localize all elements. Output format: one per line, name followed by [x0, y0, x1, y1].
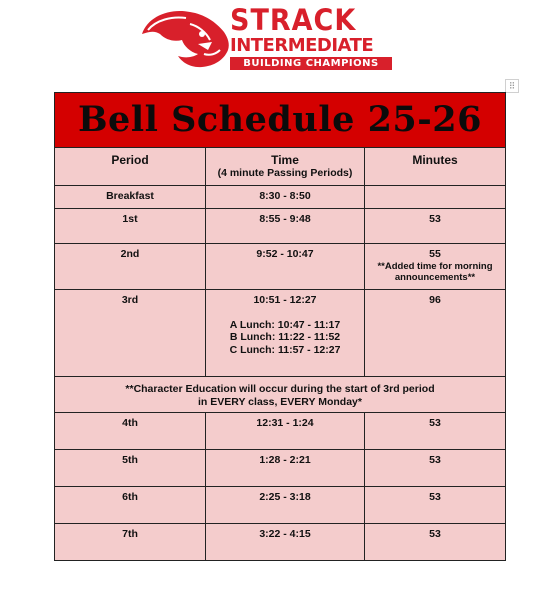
logo-school-name: STRACK	[230, 3, 357, 38]
time-cell: 9:52 - 10:47	[206, 244, 365, 290]
minutes-cell: 96	[365, 290, 506, 377]
period-cell: 1st	[55, 209, 206, 244]
character-education-note	[55, 377, 506, 413]
time-header-label: Time	[271, 153, 299, 167]
table-row	[55, 244, 506, 290]
time-header-note: (4 minute Passing Periods)	[217, 167, 353, 179]
minutes-cell: 53	[365, 413, 506, 450]
table-row	[55, 209, 506, 244]
table-row	[55, 413, 506, 450]
page-title: Bell Schedule 25-26	[55, 93, 506, 148]
table-row	[55, 290, 506, 377]
minutes-cell	[365, 244, 506, 290]
time-cell: 1:28 - 2:21	[206, 450, 365, 487]
lunch-c: C Lunch: 11:57 - 12:27	[229, 343, 341, 356]
logo-slogan: BUILDING CHAMPIONS	[230, 57, 392, 70]
period-cell: 7th	[55, 524, 206, 561]
period-cell: 2nd	[55, 244, 206, 290]
lunch-a: A Lunch: 10:47 - 11:17	[229, 318, 341, 331]
logo-wordmark	[230, 3, 394, 70]
note-line-2: in EVERY class, EVERY Monday*	[198, 395, 362, 408]
minutes-value: 55	[429, 248, 441, 260]
table-row	[55, 186, 506, 209]
drag-handle-icon[interactable]: ⠿	[505, 79, 519, 93]
panther-head-icon	[138, 4, 233, 72]
minutes-cell: 53	[365, 487, 506, 524]
header-row	[55, 148, 506, 186]
lunch-b: B Lunch: 11:22 - 11:52	[229, 331, 341, 343]
logo-school-type: INTERMEDIATE	[230, 35, 374, 56]
table-row	[55, 524, 506, 561]
character-education-row	[55, 377, 506, 413]
time-cell: 3:22 - 4:15	[206, 524, 365, 561]
time-value: 10:51 - 12:27	[253, 294, 317, 306]
time-cell: 2:25 - 3:18	[206, 487, 365, 524]
bell-schedule-table	[54, 92, 506, 561]
period-header: Period	[55, 148, 206, 186]
school-logo	[138, 4, 398, 72]
time-cell: 8:55 - 9:48	[206, 209, 365, 244]
minutes-note: **Added time for morning announcements**	[377, 260, 493, 283]
period-cell: 4th	[55, 413, 206, 450]
minutes-cell	[365, 186, 506, 209]
period-cell: 3rd	[55, 290, 206, 377]
table-row	[55, 450, 506, 487]
minutes-cell: 53	[365, 524, 506, 561]
time-cell	[206, 290, 365, 377]
period-cell: Breakfast	[55, 186, 206, 209]
time-cell: 12:31 - 1:24	[206, 413, 365, 450]
minutes-cell: 53	[365, 209, 506, 244]
period-cell: 5th	[55, 450, 206, 487]
table-row	[55, 487, 506, 524]
time-header	[206, 148, 365, 186]
time-cell: 8:30 - 8:50	[206, 186, 365, 209]
period-cell: 6th	[55, 487, 206, 524]
minutes-header: Minutes	[365, 148, 506, 186]
minutes-cell: 53	[365, 450, 506, 487]
note-line-1: **Character Education will occur during the start of 3rd period	[125, 383, 435, 395]
